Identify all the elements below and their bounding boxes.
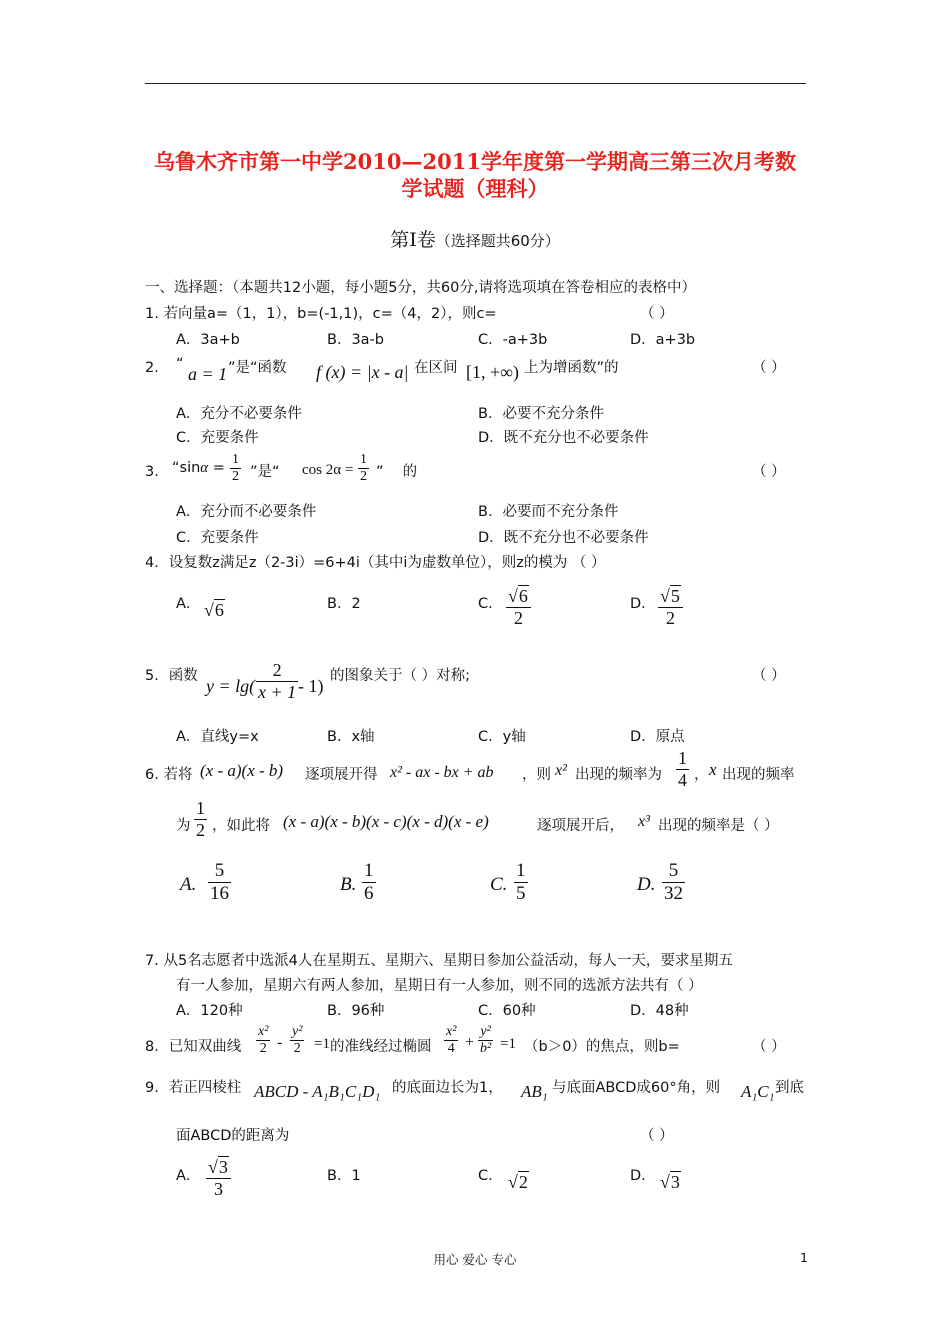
- q5-number: 5．函数: [145, 668, 198, 684]
- q4-option-a-value: √6: [204, 600, 224, 620]
- q6-option-b-value: [362, 860, 376, 905]
- q6-text-6: 出现的频率: [722, 767, 795, 783]
- q6-x-squared: x²: [555, 762, 567, 779]
- q9-d-radicand: 3: [670, 1172, 680, 1192]
- q7-option-d: D．48种: [630, 1003, 689, 1019]
- q2-text-1: “: [176, 356, 184, 372]
- q1-option-a: A．3a+b: [176, 332, 240, 348]
- q6-a-num: 5: [208, 860, 231, 883]
- q7-option-a: A．120种: [176, 1003, 243, 1019]
- q4-option-d-label: D．: [630, 596, 656, 612]
- q3-alpha: α: [200, 460, 209, 476]
- q5-option-a: A．直线y=x: [176, 729, 259, 745]
- q3-option-b: B．必要而不充分条件: [478, 504, 619, 520]
- q3-frac1-den: 2: [232, 469, 239, 484]
- q8-b2: b²: [480, 1041, 492, 1056]
- q8-y2-b: y²: [478, 1024, 493, 1041]
- q9-option-d-label: D．: [630, 1168, 656, 1184]
- q3-sin: “sin: [172, 460, 201, 476]
- q5-func-start: y = lg(: [206, 676, 256, 696]
- volume-sub: （选择题共60分）: [435, 232, 560, 250]
- q6-expansion: x² - ax - bx + ab: [390, 764, 494, 781]
- q8-frac-y2: [290, 1024, 304, 1057]
- q2-text-2: ”是“函数: [228, 360, 287, 376]
- q4-option-c-label: C．: [478, 596, 503, 612]
- q6-text-4: 出现的频率为: [575, 767, 662, 783]
- q9-text-3: 与底面ABCD成60°角，则: [552, 1080, 721, 1096]
- q8-frac-ellipse-x: [444, 1024, 458, 1057]
- q3-frac2-num: 1: [360, 452, 367, 467]
- q8-two-a: 2: [259, 1041, 267, 1056]
- q8-x2-b: x²: [446, 1024, 457, 1039]
- q3-equals: =: [212, 460, 225, 476]
- q3-frac2-den: 2: [360, 469, 367, 484]
- q3-option-c: C．充要条件: [176, 530, 259, 546]
- q9-a-den: 3: [213, 1179, 223, 1199]
- q6-quarter-num: 1: [678, 748, 687, 768]
- q6-option-c-value: [514, 860, 528, 905]
- q6-text-2: 逐项展开得: [305, 767, 378, 783]
- q2-text-4: 上为增函数”的: [524, 360, 619, 376]
- q5-blank: （ ）: [752, 668, 786, 684]
- q3-cos: cos 2α =: [302, 462, 354, 478]
- q4-option-d-value: $\frac{√5}{2}$: [658, 586, 683, 629]
- q6-text-1: 6. 若将: [145, 767, 193, 783]
- q2-number: 2．: [145, 360, 169, 376]
- q3-text-3: ” 的: [376, 464, 418, 480]
- q4-option-c-value: $\frac{√6}{2}$: [506, 586, 531, 629]
- q7-line1: 7. 从5名志愿者中选派4人在星期五、星期六、星期日参加公益活动，每人一天，要求星期五: [145, 953, 733, 969]
- q1-option-b: B．3a-b: [327, 332, 384, 348]
- q9-option-c-label: C．: [478, 1168, 503, 1184]
- q9-option-a-label: A．: [176, 1168, 201, 1184]
- page-number: 1: [800, 1250, 808, 1265]
- q7-option-b: B．96种: [327, 1003, 385, 1019]
- q8-frac-ellipse-y: [478, 1024, 493, 1057]
- q1-option-d: D．a+3b: [630, 332, 696, 348]
- q3-fraction-half-1: [230, 452, 241, 485]
- q6-half: [194, 798, 207, 841]
- q6-option-d-value: [662, 860, 685, 905]
- q6-b-den: 6: [364, 883, 374, 904]
- q8-minus: -: [277, 1034, 283, 1051]
- exam-title-line1: 乌鲁木齐市第一中学2010—2011学年度第一学期高三第三次月考数: [154, 149, 796, 174]
- q4-a-radicand: 6: [214, 600, 224, 620]
- q9-option-b: B．1: [327, 1168, 361, 1184]
- q6-product-2: (x - a)(x - b): [200, 761, 284, 780]
- q3-blank: （ ）: [752, 464, 786, 480]
- q3-option-a: A．充分而不必要条件: [176, 504, 317, 520]
- q5-frac-den: x + 1: [258, 682, 297, 702]
- q9-a1c1: A₁C₁: [741, 1082, 775, 1101]
- q1-option-c: C．-a+3b: [478, 332, 548, 348]
- q3-option-d: D．既不充分也不必要条件: [478, 530, 649, 546]
- q9-c-radicand: 2: [518, 1172, 528, 1192]
- exam-title-line2: 学试题（理科）: [401, 176, 549, 201]
- q9-a-radicand: 3: [218, 1157, 228, 1177]
- q4-option-a-label: A．: [176, 596, 201, 612]
- q6-option-a-value: [208, 860, 231, 905]
- q6-quarter-den: 4: [678, 770, 687, 790]
- q9-prism: ABCD - A₁B₁C₁D₁: [254, 1082, 381, 1101]
- q6-option-a-label: A.: [180, 874, 197, 895]
- q6-b-num: 1: [364, 860, 374, 881]
- volume-heading: [0, 225, 950, 252]
- q5-option-b: B．x轴: [327, 729, 375, 745]
- q3-frac1-num: 1: [232, 452, 239, 467]
- q4-d-radicand: 5: [670, 586, 680, 606]
- q5-func-end: - 1): [298, 676, 324, 696]
- q5-text: 的图象关于（ ）对称;: [330, 668, 470, 684]
- q6-c-num: 1: [516, 860, 526, 881]
- q9-text-2: 的底面边长为1，: [392, 1080, 503, 1096]
- q9-option-a-value: $\frac{√3}{3}$: [206, 1157, 231, 1200]
- q3-number: 3．: [145, 464, 169, 480]
- header-rule: [145, 83, 806, 84]
- q2-blank: （ ）: [752, 360, 786, 376]
- q4-stem: 4．设复数z满足z（2-3i）=6+4i（其中i为虚数单位），则z的模为 （ ）: [145, 555, 606, 571]
- q2-condition: a = 1: [188, 364, 228, 384]
- q6-product-5: (x - a)(x - b)(x - c)(x - d)(x - e): [283, 812, 489, 831]
- q5-frac-num: 2: [256, 660, 298, 682]
- q1-blank: （ ）: [640, 306, 674, 322]
- q2-option-d: D．既不充分也不必要条件: [478, 430, 649, 446]
- q3-text-2: ”是“: [250, 464, 280, 480]
- q6-option-c-label: C.: [490, 874, 508, 895]
- q9-text-4: 到底: [775, 1080, 804, 1096]
- q8-x2: x²: [258, 1024, 269, 1039]
- q9-text-1: 9．若正四棱柱: [145, 1080, 242, 1096]
- q2-option-c: C．充要条件: [176, 430, 259, 446]
- q8-y2: y²: [292, 1024, 303, 1039]
- q6-c-den: 5: [516, 883, 526, 904]
- q4-d-den: 2: [665, 608, 675, 628]
- q6-x-cubed: x³: [638, 813, 650, 830]
- q8-text-2: 的准线经过椭圆: [330, 1039, 432, 1055]
- q6-text-5: ，: [694, 767, 709, 783]
- q4-option-b: B．2: [327, 596, 361, 612]
- q7-line2: 有一人参加，星期六有两人参加，星期日有一人参加，则不同的选派方法共有（ ）: [176, 978, 703, 994]
- q2-option-a: A．充分不必要条件: [176, 406, 302, 422]
- q2-option-b: B．必要不充分条件: [478, 406, 604, 422]
- q6-d-num: 5: [662, 860, 685, 883]
- q8-four: 4: [447, 1041, 455, 1056]
- q8-eq1-a: =1: [314, 1036, 330, 1052]
- q5-option-d: D．原点: [630, 729, 685, 745]
- q6-text-9: 逐项展开后，: [537, 818, 624, 834]
- q2-function: f (x) = |x - a|: [316, 362, 409, 382]
- q9-option-d-value: √3: [660, 1172, 680, 1192]
- q8-text-1: 8．已知双曲线: [145, 1039, 242, 1055]
- q6-half-num: 1: [196, 798, 205, 818]
- q6-text-7: 为: [176, 818, 191, 834]
- q9-option-c-value: √2: [508, 1172, 528, 1192]
- q6-a-den: 16: [210, 883, 229, 904]
- q3-text-1: [172, 460, 225, 477]
- q9-blank: （ ）: [640, 1128, 674, 1144]
- q6-text-8: ，如此将: [212, 818, 270, 834]
- q8-blank: （ ）: [752, 1039, 786, 1055]
- q6-quarter: [676, 748, 689, 791]
- q5-option-c: C．y轴: [478, 729, 526, 745]
- q6-half-den: 2: [196, 820, 205, 840]
- q8-two-b: 2: [293, 1041, 301, 1056]
- q8-text-3: （b＞0）的焦点，则b=: [524, 1039, 680, 1055]
- q1-stem: 1. 若向量a=（1，1），b=(-1,1)，c=（4，2），则c=: [145, 306, 497, 322]
- q6-text-10: 出现的频率是（ ）: [658, 818, 779, 834]
- q5-fraction: [256, 660, 298, 703]
- q6-option-d-label: D.: [637, 874, 656, 895]
- footer-slogan: 用心 爱心 专心: [433, 1252, 517, 1267]
- q6-text-3: ，则: [522, 767, 551, 783]
- q9-line2: 面ABCD的距离为: [176, 1128, 290, 1144]
- q7-option-c: C．60种: [478, 1003, 536, 1019]
- q6-x: x: [709, 760, 717, 779]
- q8-plus: +: [465, 1034, 475, 1051]
- section-heading: 一、选择题：（本题共12小题，每小题5分，共60分,请将选项填在答卷相应的表格中）: [145, 280, 696, 296]
- volume-main: 第Ⅰ卷: [390, 229, 436, 251]
- q6-option-b-label: B.: [340, 874, 357, 895]
- q8-eq1-b: =1: [500, 1036, 516, 1052]
- q6-d-den: 32: [664, 883, 683, 904]
- q2-interval: [1, +∞): [466, 362, 519, 382]
- q9-ab1: AB₁: [521, 1082, 548, 1101]
- q2-text-3: 在区间: [414, 360, 458, 376]
- q3-fraction-half-2: [358, 452, 369, 485]
- q4-c-den: 2: [513, 608, 523, 628]
- q4-c-radicand: 6: [518, 586, 528, 606]
- q8-frac-x2: [256, 1024, 270, 1057]
